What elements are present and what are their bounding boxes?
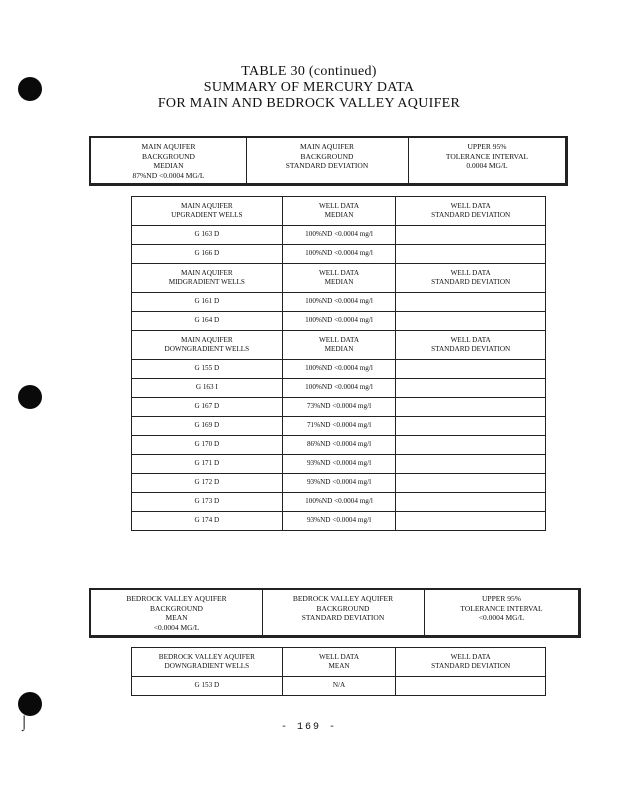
- main-section-1-header-cell: MAIN AQUIFER MIDGRADIENT WELLS: [132, 264, 283, 293]
- main-section-1-header-row: [132, 264, 546, 293]
- main-section-2-header-row: [132, 331, 546, 360]
- table-row: [132, 293, 546, 312]
- binder-hole-bottom: [18, 692, 42, 716]
- table-row: [132, 312, 546, 331]
- handwritten-mark: ⌡: [20, 716, 29, 731]
- table-row: [132, 436, 546, 455]
- well-id-cell: G 169 D: [132, 417, 283, 436]
- main-section-2-header-cell: WELL DATA STANDARD DEVIATION: [396, 331, 546, 360]
- well-id-cell: G 171 D: [132, 455, 283, 474]
- main-section-0-header-row: [132, 197, 546, 226]
- binder-hole-middle: [18, 385, 42, 409]
- table-row: [132, 226, 546, 245]
- bedrock-section-header-cell: BEDROCK VALLEY AQUIFER DOWNGRADIENT WELLS: [132, 648, 283, 677]
- bedrock-background-summary: [89, 588, 581, 638]
- well-std-dev-cell: [396, 312, 546, 331]
- well-std-dev-cell: [396, 493, 546, 512]
- table-row: [132, 245, 546, 264]
- table-row: [132, 512, 546, 531]
- well-id-cell: G 173 D: [132, 493, 283, 512]
- well-id-cell: G 166 D: [132, 245, 283, 264]
- bedrock-section-header-cell: WELL DATA STANDARD DEVIATION: [396, 648, 546, 677]
- main-section-2-header-cell: WELL DATA MEDIAN: [282, 331, 396, 360]
- bedrock-background-tolerance: UPPER 95% TOLERANCE INTERVAL <0.0004 MG/L: [460, 594, 543, 622]
- well-std-dev-cell: [396, 360, 546, 379]
- table-row: [132, 417, 546, 436]
- table-row: [132, 455, 546, 474]
- well-value-cell: 100%ND <0.0004 mg/l: [282, 245, 396, 264]
- well-id-cell: G 153 D: [132, 677, 283, 696]
- main-background-std-dev: MAIN AQUIFER BACKGROUND STANDARD DEVIATION: [285, 142, 369, 170]
- well-id-cell: G 164 D: [132, 312, 283, 331]
- well-id-cell: G 163 I: [132, 379, 283, 398]
- well-value-cell: 86%ND <0.0004 mg/l: [282, 436, 396, 455]
- well-std-dev-cell: [396, 226, 546, 245]
- well-value-cell: 100%ND <0.0004 mg/l: [282, 493, 396, 512]
- well-id-cell: G 174 D: [132, 512, 283, 531]
- well-value-cell: 93%ND <0.0004 mg/l: [282, 455, 396, 474]
- well-std-dev-cell: [396, 245, 546, 264]
- table-subtitle-2: FOR MAIN AND BEDROCK VALLEY AQUIFER: [157, 96, 461, 111]
- well-id-cell: G 167 D: [132, 398, 283, 417]
- bedrock-background-std-dev: BEDROCK VALLEY AQUIFER BACKGROUND STANDARD DEVIATION: [292, 594, 394, 622]
- well-std-dev-cell: [396, 417, 546, 436]
- well-value-cell: 100%ND <0.0004 mg/l: [282, 360, 396, 379]
- main-section-1-header-cell: WELL DATA STANDARD DEVIATION: [396, 264, 546, 293]
- bedrock-section-header-row: [132, 648, 546, 677]
- well-id-cell: G 161 D: [132, 293, 283, 312]
- well-value-cell: 73%ND <0.0004 mg/l: [282, 398, 396, 417]
- well-id-cell: G 163 D: [132, 226, 283, 245]
- table-title: TABLE 30 (continued): [241, 64, 377, 79]
- well-id-cell: G 172 D: [132, 474, 283, 493]
- table-row: [132, 379, 546, 398]
- main-background-median: MAIN AQUIFER BACKGROUND MEDIAN 87%ND <0.0004 MG/L: [132, 142, 205, 180]
- main-background-tolerance: UPPER 95% TOLERANCE INTERVAL 0.0004 MG/L: [445, 142, 529, 170]
- bedrock-wells-table: [131, 647, 546, 696]
- main-section-0-header-cell: MAIN AQUIFER UPGRADIENT WELLS: [132, 197, 283, 226]
- main-section-1-header-cell: WELL DATA MEDIAN: [282, 264, 396, 293]
- well-id-cell: G 170 D: [132, 436, 283, 455]
- main-section-2-header-cell: MAIN AQUIFER DOWNGRADIENT WELLS: [132, 331, 283, 360]
- well-std-dev-cell: [396, 293, 546, 312]
- well-std-dev-cell: [396, 512, 546, 531]
- table-row: [132, 360, 546, 379]
- well-value-cell: 71%ND <0.0004 mg/l: [282, 417, 396, 436]
- well-value-cell: 100%ND <0.0004 mg/l: [282, 226, 396, 245]
- main-section-0-header-cell: WELL DATA STANDARD DEVIATION: [396, 197, 546, 226]
- well-id-cell: G 155 D: [132, 360, 283, 379]
- table-row: [132, 677, 546, 696]
- well-std-dev-cell: [396, 474, 546, 493]
- well-value-cell: 100%ND <0.0004 mg/l: [282, 312, 396, 331]
- main-background-summary: [89, 136, 568, 186]
- well-std-dev-cell: [396, 677, 546, 696]
- well-std-dev-cell: [396, 455, 546, 474]
- main-wells-table: [131, 196, 546, 531]
- well-value-cell: 93%ND <0.0004 mg/l: [282, 512, 396, 531]
- well-std-dev-cell: [396, 436, 546, 455]
- well-value-cell: 100%ND <0.0004 mg/l: [282, 293, 396, 312]
- well-std-dev-cell: [396, 379, 546, 398]
- table-row: [132, 474, 546, 493]
- bedrock-background-mean: BEDROCK VALLEY AQUIFER BACKGROUND MEAN <0.0004 MG/L: [126, 594, 227, 632]
- well-value-cell: 93%ND <0.0004 mg/l: [282, 474, 396, 493]
- table-row: [132, 398, 546, 417]
- table-subtitle-1: SUMMARY OF MERCURY DATA: [203, 80, 415, 95]
- page-number: - 169 -: [280, 722, 337, 733]
- table-row: [132, 493, 546, 512]
- well-value-cell: 100%ND <0.0004 mg/l: [282, 379, 396, 398]
- bedrock-section-header-cell: WELL DATA MEAN: [282, 648, 396, 677]
- main-section-0-header-cell: WELL DATA MEDIAN: [282, 197, 396, 226]
- well-std-dev-cell: [396, 398, 546, 417]
- well-value-cell: N/A: [282, 677, 396, 696]
